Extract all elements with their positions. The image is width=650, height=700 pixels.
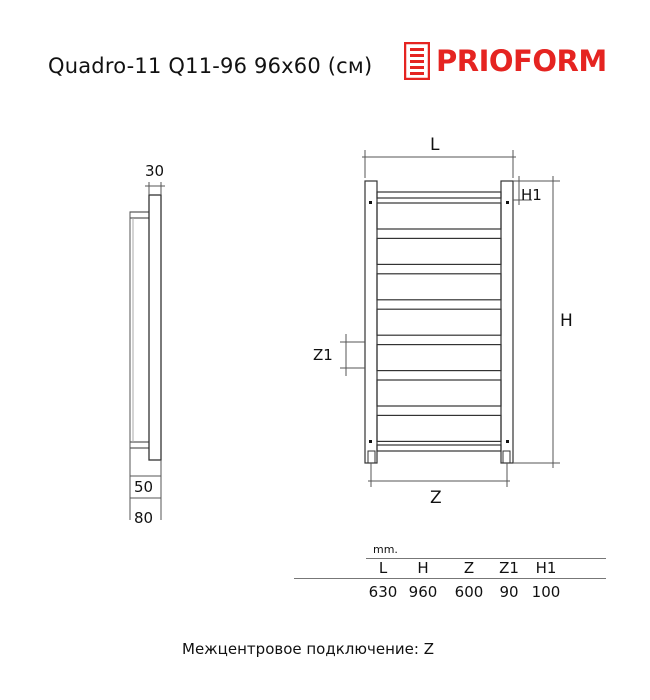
crossbar [377,309,501,335]
crossbar [377,238,501,264]
spec-unit: mm. [373,543,398,556]
dim-Z-lines [368,463,510,487]
side-view [130,182,165,520]
mounting-points [369,201,509,443]
spec-col-Z1: Z1 [499,559,519,577]
product-title: Quadro-11 Q11-96 96x60 (см) [48,54,373,78]
spec-col-L: L [378,559,388,577]
spec-col-Z: Z [463,559,475,577]
dim-H-lines [513,176,560,468]
crossbar [377,203,501,229]
spec-col-H1: H1 [535,559,557,577]
front-view [365,181,513,463]
spec-values-row [366,583,566,601]
spec-val-Z1: 90 [499,583,519,601]
crossbar [377,415,501,441]
crossbar [377,380,501,406]
spec-val-H: 960 [408,583,438,601]
dim-H-label: H [560,311,573,331]
dim-L-label: L [430,135,440,155]
dim-Z1-label: Z1 [313,346,333,364]
crossbar-group [377,203,501,441]
dim-Z1-lines [340,334,365,376]
dim-Z-label: Z [430,488,442,508]
side-dim-30: 30 [145,162,165,180]
side-dim-80: 80 [134,509,154,527]
spec-val-L: 630 [368,583,398,601]
connection-note: Межцентровое подключение: Z [182,640,434,658]
spec-val-H1: 100 [531,583,561,601]
crossbar [377,345,501,371]
crossbar [377,274,501,300]
spec-val-Z: 600 [454,583,484,601]
side-dim-50: 50 [134,478,154,496]
brand-name: PRIOFORM [436,44,607,78]
spec-header-row [366,559,566,577]
dim-H1-label: H1 [521,186,542,204]
spec-divider-bottom [294,578,606,579]
spec-col-H: H [417,559,429,577]
